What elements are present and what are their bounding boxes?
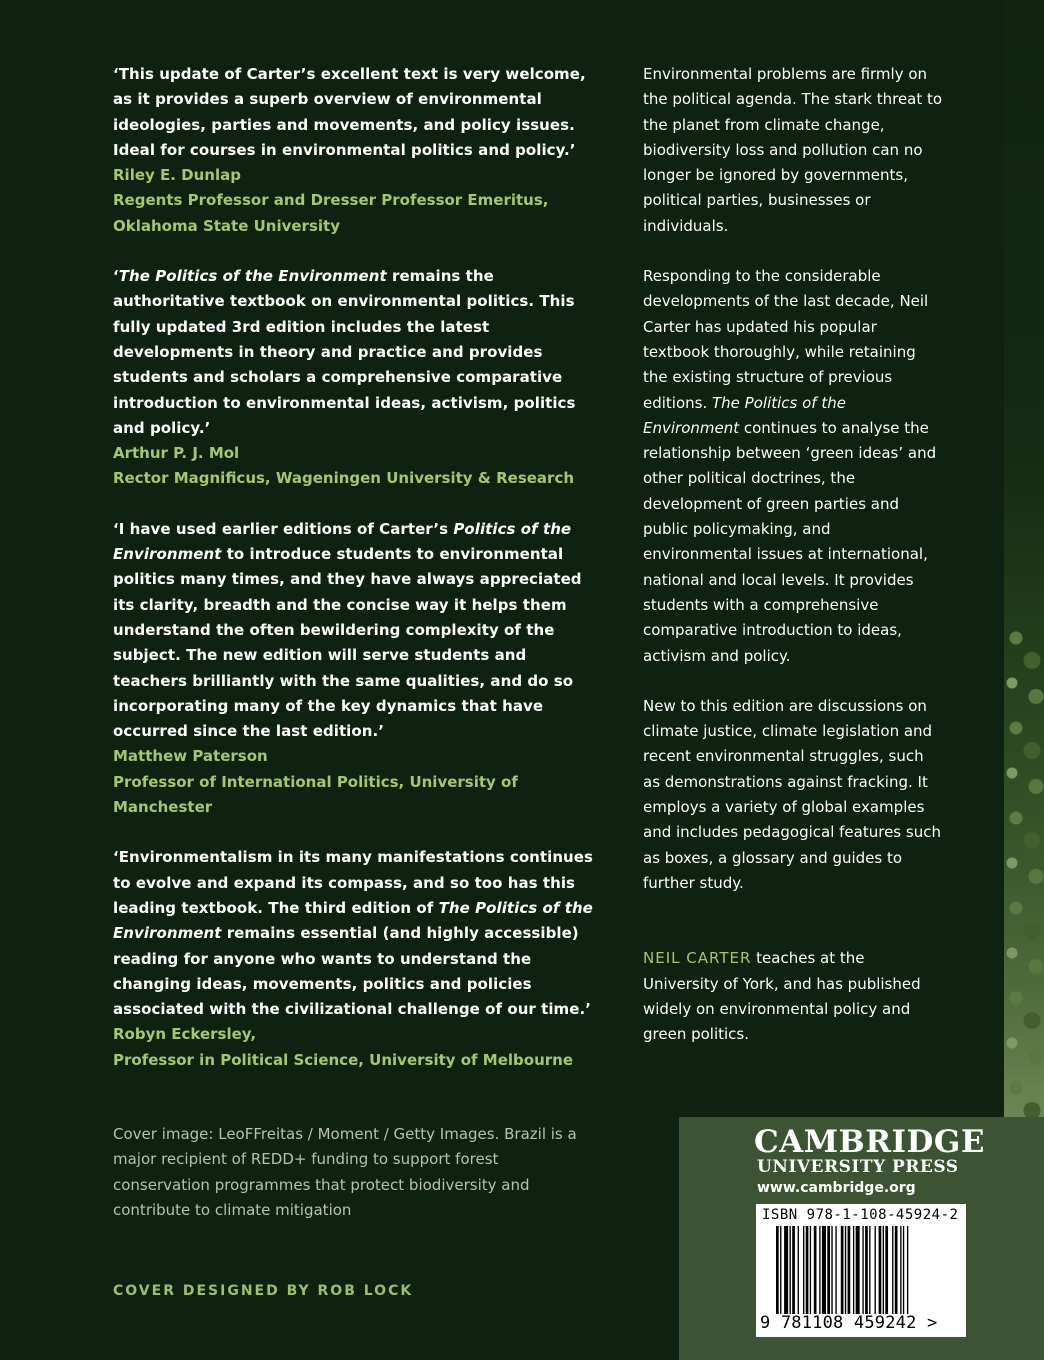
blurb-paragraph: Responding to the considerable developments of the last decade, Neil Carter has updated his popular textbook thoroughly, while retaining the existing structure of previous editions. The Politics of the Environment continues to analyse the relationship between ‘green ideas’ and other political doctrines, the development of green parties and public policymaking, and environmental issues at international, national and local levels. It provides students with a comprehensive comparative introduction to ideas, activism and policy. [643,267,937,665]
quote-affiliation: Rector Magnificus, Wageningen University & Research [113,469,575,488]
barcode-bar [869,1226,870,1314]
barcode-bar [841,1226,844,1314]
quote-author: Robyn Eckersley, [113,1025,257,1044]
endorsement-quote [113,845,603,1073]
isbn-barcode [756,1204,966,1337]
barcode-bar [875,1226,876,1314]
barcode-bar [776,1226,779,1314]
barcode-icon [776,1226,956,1314]
endorsement-quote [113,264,603,492]
barcode-bar [810,1226,811,1314]
publisher-url[interactable]: www.cambridge.org [757,1180,916,1196]
barcode-bar [792,1226,795,1314]
barcode-bar [865,1226,868,1314]
quote-text: ‘I have used earlier editions of Carter’s Politics of the Environment to introduce students to environmental politics many times, and they have always appreciated its clarity, breadth and the concise way it helps them understand the often bewildering complexity of the subject. The new edition will serve students and teachers brilliantly with the same qualities, and do so incorporating many of the key dynamics that have occurred since the last edition.’ [113,519,582,741]
blurb-paragraph: Environmental problems are firmly on the political agenda. The stark threat to the planet from climate change, biodiversity loss and pollution can no longer be ignored by governments, political parties, businesses or individuals. [643,65,943,235]
quote-author: Arthur P. J. Mol [113,444,240,463]
quote-text: ‘This update of Carter’s excellent text is very welcome, as it provides a superb overview of environmental ideologies, parties and movements, and policy issues. Ideal for courses in environmental politics and policy.’ [113,65,586,159]
barcode-bar [845,1226,846,1314]
quote-affiliation: Professor of International Politics, University of Manchester [113,772,518,817]
endorsement-quote [113,517,603,821]
barcode-digits: 9 781108 459242 > [760,1313,938,1333]
blurb-paragraph: New to this edition are discussions on climate justice, climate legislation and recent environmental struggles, such as demonstrations against fracking. It employs a variety of global examples and includes pedagogical features such as boxes, a glossary and guides to further study. [643,696,941,892]
blurb-column [643,62,943,1072]
quote-affiliation: Oklahoma State University [113,216,340,235]
barcode-bar [814,1226,817,1314]
author-bio: NEIL CARTER teaches at the University of York, and has published widely on environmental policy and green politics. [643,949,921,1044]
barcode-bar [895,1226,898,1314]
barcode-bar [900,1226,901,1314]
endorsement-quote [113,62,603,239]
cover-designer-credit: COVER DESIGNED BY ROB LOCK [113,1283,414,1299]
quote-author: Riley E. Dunlap [113,166,241,185]
endorsements-column [113,62,603,1098]
barcode-bar [798,1226,799,1314]
author-name: NEIL CARTER [643,949,752,968]
quote-affiliation: Professor in Political Science, University of Melbourne [113,1050,574,1069]
barcode-bar [827,1226,830,1314]
barcode-bar [907,1226,908,1314]
quote-text: ‘Environmentalism in its many manifestations continues to evolve and expand its compass, and so too has this leading textbook. The third edition of The Politics of the Environment remains essential (and highly accessible) reading for anyone who wants to understand the changing ideas, movements, politics and policies associated with the civilizational challenge of our time.’ [113,848,593,1019]
barcode-bar [835,1226,836,1314]
barcode-bar [853,1226,854,1314]
barcode-bar [885,1226,888,1314]
barcode-bar [892,1226,893,1314]
forest-image-strip [1004,0,1044,1120]
barcode-bar [883,1226,884,1314]
quote-text: ‘The Politics of the Environment remains the authoritative textbook on environmental politics. This fully updated 3rd edition includes the latest developments in theory and practice and provides students and scholars a comprehensive comparative introduction to environmental ideas, activism, politics and policy.’ [113,267,576,437]
publisher-panel [679,1117,1044,1360]
quote-author: Matthew Paterson [113,747,268,766]
barcode-bar [903,1226,904,1314]
barcode-bar [819,1226,820,1314]
barcode-bar [822,1226,826,1314]
cover-image-credit: Cover image: LeoFFreitas / Moment / Getty Images. Brazil is a major recipient of REDD+ funding to support forest conservation programmes that protect biodiversity and contribute to climate mitigation [113,1125,577,1219]
quote-affiliation: Regents Professor and Dresser Professor Emeritus, [113,191,549,210]
barcode-bar [848,1226,851,1314]
barcode-bar [879,1226,882,1314]
publisher-logo-name: CAMBRIDGE [754,1124,985,1160]
barcode-bar [780,1226,781,1314]
barcode-bar [803,1226,804,1314]
barcode-bar [862,1226,863,1314]
barcode-bar [831,1226,832,1314]
barcode-bar [856,1226,860,1314]
isbn-label: ISBN 978-1-108-45924-2 [762,1207,959,1223]
barcode-bar [806,1226,809,1314]
barcode-bar [784,1226,788,1314]
barcode-bar [790,1226,791,1314]
publisher-logo-subname: UNIVERSITY PRESS [757,1157,959,1177]
